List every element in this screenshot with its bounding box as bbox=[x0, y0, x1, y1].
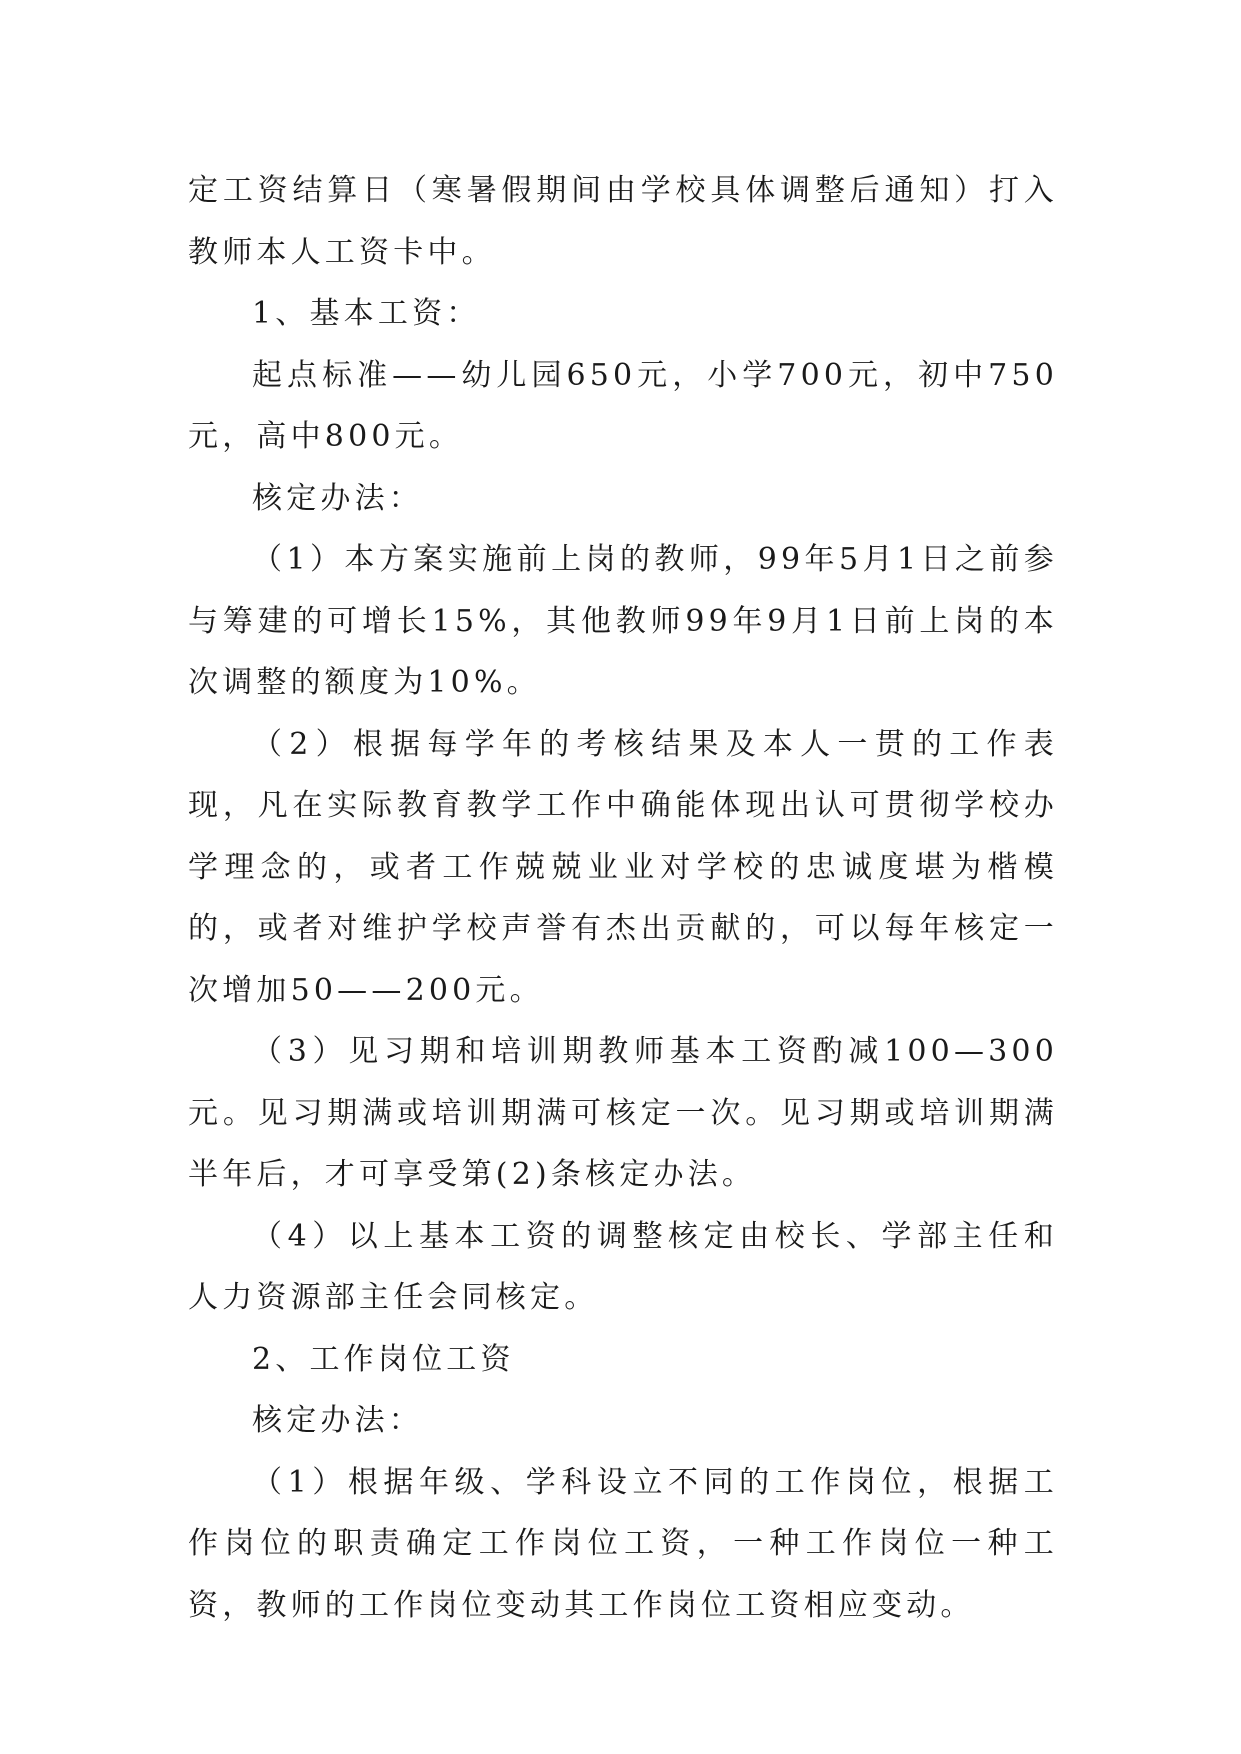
paragraph-item-2: （2）根据每学年的考核结果及本人一贯的工作表现，凡在实际教育教学工作中确能体现出认可贯彻学校办学理念的，或者工作兢兢业业对学校的忠诚度堪为楷模的，或者对维护学校声誉有杰出贡献的，可以每年核定一次增加50——200元。 bbox=[188, 726, 1058, 1008]
paragraph-salary-settlement: 定工资结算日（寒暑假期间由学校具体调整后通知）打入教师本人工资卡中。 bbox=[188, 173, 1058, 270]
document-body bbox=[188, 160, 1058, 1636]
heading-assessment-method-1: 核定办法： bbox=[252, 480, 423, 516]
paragraph-position-item-1: （1）根据年级、学科设立不同的工作岗位，根据工作岗位的职责确定工作岗位工资，一种工作岗位一种工资，教师的工作岗位变动其工作岗位工资相应变动。 bbox=[188, 1464, 1058, 1623]
heading-basic-salary: 1、基本工资： bbox=[252, 296, 481, 331]
heading-position-salary: 2、工作岗位工资 bbox=[252, 1341, 515, 1377]
paragraph-item-4: （4）以上基本工资的调整核定由校长、学部主任和人力资源部主任会同核定。 bbox=[188, 1218, 1058, 1315]
paragraph-item-3: （3）见习期和培训期教师基本工资酌减100—300元。见习期满或培训期满可核定一次。见习期或培训期满半年后，才可享受第(2)条核定办法。 bbox=[188, 1034, 1058, 1192]
paragraph-item-1: （1）本方案实施前上岗的教师，99年5月1日之前参与筹建的可增长15%，其他教师99年9月1日前上岗的本次调整的额度为10%。 bbox=[188, 542, 1058, 700]
paragraph-starting-standard: 起点标准——幼儿园650元，小学700元，初中750元，高中800元。 bbox=[188, 357, 1058, 454]
heading-assessment-method-2: 核定办法： bbox=[252, 1403, 423, 1438]
